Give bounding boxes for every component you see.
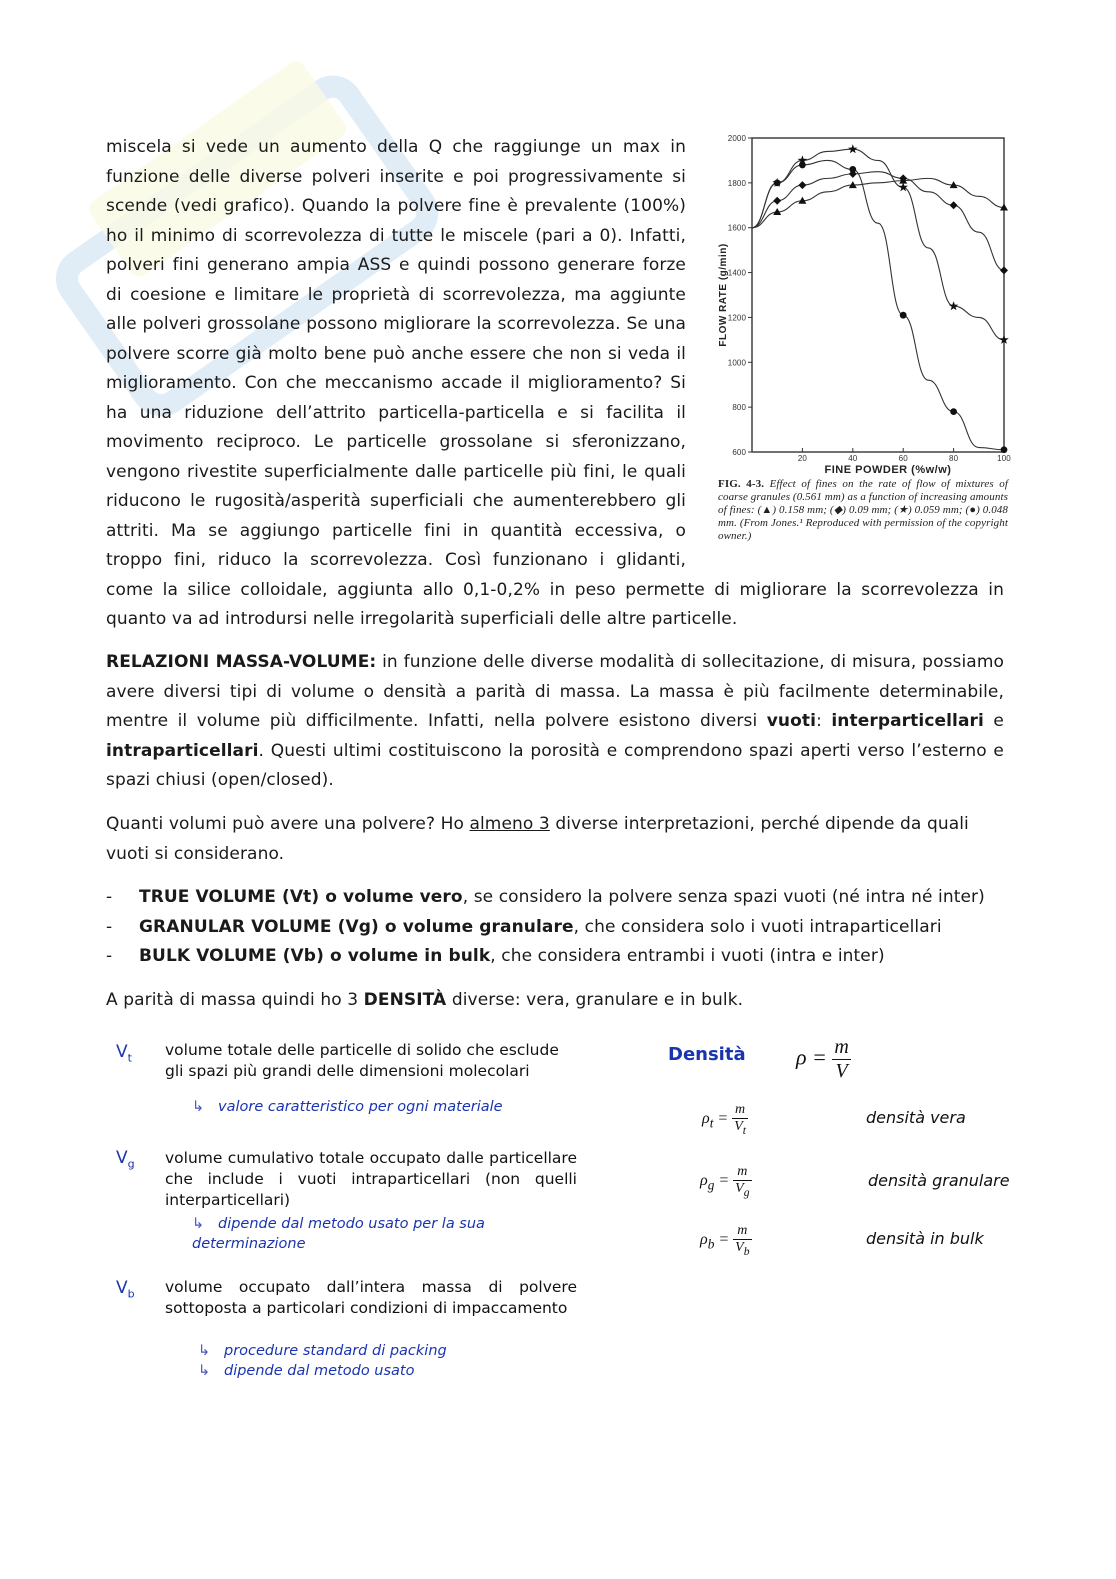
formula-lhs: ρ [700,1231,708,1249]
data-point-circle [950,408,957,415]
y-tick-label: 1200 [727,313,746,323]
densita-text-1: A parità di massa quindi ho 3 [106,990,364,1010]
relazioni-title: RELAZIONI MASSA-VOLUME: [106,652,377,672]
flow-rate-figure [704,130,1011,568]
formula-den-sub: g [743,1185,750,1199]
y-axis-label: FLOW RATE (g/min) [718,243,729,347]
arrow-icon: ↳ [198,1343,211,1359]
formula-lhs-sub: g [707,1177,715,1193]
list-item-bold: GRANULAR VOLUME (Vg) o volume granulare [139,916,574,937]
formula-num: m [733,1223,751,1240]
list-dash: - [106,946,113,966]
vg-description: volume cumulativo totale occupato dalle particellare che include i vuoti intraparticellari (non quelli interparticellari) [165,1149,577,1209]
formula-num: m [732,1102,748,1119]
volume-density-slide [100,1030,1040,1390]
data-point-circle [900,312,907,319]
vb-symbol-letter: V [116,1278,128,1298]
list-item-bold: BULK VOLUME (Vb) o volume in bulk [139,946,491,966]
vg-note [192,1214,552,1254]
vt-note [192,1097,503,1117]
formula-den: V [735,1181,744,1196]
densita-text-2: diverse: vera, granulare e in bulk. [446,990,744,1010]
formula-bulk-density: $\rho_b$ = $\frac{m}{V_b}$ [700,1223,750,1258]
figure-caption-label: FIG. 4-3. [718,478,765,490]
x-tick-label: 60 [898,454,908,463]
vb-note-2 [198,1361,414,1381]
plot-frame [752,138,1004,452]
x-tick-label: 40 [848,454,858,463]
y-tick-label: 1600 [727,223,746,233]
vt-symbol-letter: V [116,1042,128,1062]
y-tick-label: 600 [732,448,746,457]
formula-lhs: ρ [702,1110,710,1128]
flow-rate-chart [704,130,1011,476]
vb-note-text: procedure standard di packing [224,1343,447,1359]
y-tick-label: 1400 [727,268,746,278]
formula-den-sub: t [742,1123,746,1137]
data-point-diamond [1000,266,1008,274]
list-item-text: , se considero la polvere senza spazi vuoti (né intra né inter) [462,887,985,907]
volumi-underlined: almeno 3 [469,814,550,834]
label-bulk-density: densità in bulk [866,1229,984,1248]
list-item-true-volume [106,883,1004,913]
data-point-circle [799,162,806,169]
vb-description: volume occupato dall’intera massa di polvere sottoposta a particolari condizioni di impaccamento [165,1278,577,1317]
relazioni-text-1: in funzione delle diverse modalità di sollecitazione, di misura, possiamo avere diversi tipi di volume o densità a parità di massa. La massa è più facilmente determinabile, mentre il volume più difficilmente. Infatti, nella polvere esistono diversi [106,652,1004,731]
densita-bold: DENSITÀ [363,990,447,1010]
relazioni-text-3: e [983,711,1004,731]
data-point-star [898,182,908,191]
label-granular-density: densità granulare [868,1171,1010,1190]
data-point-diamond [950,201,958,209]
data-point-diamond [798,181,806,189]
volume-list [106,883,1004,972]
data-point-star [949,301,959,310]
formula-den: V [735,1240,744,1255]
formula-main-num: m [834,1036,849,1058]
x-tick-label: 80 [949,454,959,463]
density-title: Densità [668,1044,746,1065]
intro-paragraph: miscela si vede un aumento della Q che raggiunge un max in funzione delle diverse polveri inserite e poi progressivamente si scende (vedi grafico). Quando la polvere fine è prevalente (100%) ho il minimo di scorrevolezza di tutte le miscele (pari a 0). Infatti, polveri fini generano ampia ASS e quindi possono generare forze di coesione e limitare le proprietà di scorrevolezza, ma aggiunte alle polveri grossolane possono migliorare la scorrevolezza. Se una polvere scorre già molto bene può anche essere che non si veda il miglioramento. Con che meccanismo accade il miglioramento? Si ha una riduzione dell’attrito particella-particella e si facilita il movimento reciproco. Le particelle grossolane si sferonizzano, vengono rivestite superficialmente dalle particelle più fini, le quali riducono le rugosità/asperità superficiali che aumenterebbero gli attriti. Ma se aggiungo particelle fini in quantità eccessiva, o troppo fini, riduco la scorrevolezza. Così funzionano i glidanti, come la silice colloidale, aggiunta allo 0,1-0,2% in peso permette di migliorare la scorrevolezza in quanto va ad introdursi nelle irregolarità superficiali delle altre particelle. [106,137,1004,629]
series-line [752,149,1004,340]
series-line [752,160,1004,449]
vt-note-text: valore caratteristico per ogni materiale [218,1099,503,1115]
formula-lhs-sub: t [709,1115,714,1131]
y-tick-label: 1000 [727,358,746,368]
x-axis-label: FINE POWDER (%w/w) [824,464,952,476]
formula-den: V [734,1119,743,1134]
section-densita [106,986,1004,1016]
relazioni-bold-vuoti: vuoti [766,711,817,731]
volumi-text-2: diverse interpretazioni, perché dipende da quali vuoti si considerano. [106,814,969,864]
vb-note-1 [198,1341,447,1361]
list-dash: - [106,916,113,937]
vg-symbol-sub: g [127,1157,135,1171]
volumi-text-1: Quanti volumi può avere una polvere? Ho [106,814,470,834]
list-item-bulk-volume [106,942,1004,972]
formula-lhs-sub: b [707,1236,715,1252]
list-item-text: , che considera solo i vuoti intraparticellari [573,916,942,937]
x-tick-label: 20 [797,454,807,463]
vg-note-text: dipende dal metodo usato per la sua determinazione [192,1216,485,1252]
list-item-text: , che considera entrambi i vuoti (intra e inter) [490,946,885,966]
y-tick-label: 800 [732,403,746,413]
list-item-granular-volume [106,913,1004,943]
vt-symbol [116,1042,132,1064]
list-item-bold: TRUE VOLUME (Vt) o volume vero [139,887,463,907]
label-true-density: densità vera [866,1108,966,1127]
vg-symbol-letter: V [116,1148,128,1168]
vb-symbol-sub: b [127,1287,135,1301]
list-dash: - [106,887,113,907]
relazioni-bold-inter: interparticellari [831,711,984,731]
data-point-circle [1001,446,1008,453]
x-tick-label: 100 [997,454,1011,463]
data-point-circle [774,179,781,186]
vb-symbol [116,1278,135,1300]
arrow-icon: ↳ [198,1363,211,1379]
relazioni-bold-intra: intraparticellari [106,740,259,761]
y-tick-label: 1800 [727,178,746,188]
arrow-icon: ↳ [192,1099,205,1115]
data-point-circle [849,166,856,173]
series-line [752,172,1004,271]
figure-caption [718,478,1008,543]
formula-granular-density: $\rho_g$ = $\frac{m}{V_g}$ [700,1164,750,1199]
formula-num: m [733,1164,751,1181]
section-relazioni [106,648,1004,796]
series-line [752,178,1004,227]
vt-symbol-sub: t [127,1051,132,1065]
section-volumi [106,810,1004,869]
vg-symbol [116,1148,135,1170]
vt-description: volume totale delle particelle di solido che esclude gli spazi più grandi delle dimensioni molecolari [165,1041,559,1080]
formula-lhs: ρ [700,1172,708,1190]
arrow-icon: ↳ [192,1216,205,1232]
relazioni-text-2: : [816,711,832,731]
relazioni-text-4: . Questi ultimi costituiscono la porosità e comprendono spazi aperti verso l’esterno e spazi chiusi (open/closed). [106,740,1004,790]
y-tick-label: 2000 [727,134,746,143]
formula-main-den: V [835,1060,848,1082]
density-formula-main [796,1036,851,1083]
vb-note-text: dipende dal metodo usato [224,1363,415,1379]
data-point-diamond [773,197,781,205]
formula-main-lhs: ρ = [796,1044,827,1070]
formula-den-sub: b [743,1244,750,1258]
formula-true-density: $\rho_t$ = $\frac{m}{V_t}$ [702,1102,746,1137]
figure-caption-text: Effect of fines on the rate of flow of mixtures of coarse granules (0.561 mm) as a function of increasing amounts of fines: (▲) 0.158 mm; (◆) 0.09 mm; (★) 0.059 mm; (●) 0.048 mm. (From Jones.¹ Reproduced with permission of the copyright owner.) [718,478,1009,542]
